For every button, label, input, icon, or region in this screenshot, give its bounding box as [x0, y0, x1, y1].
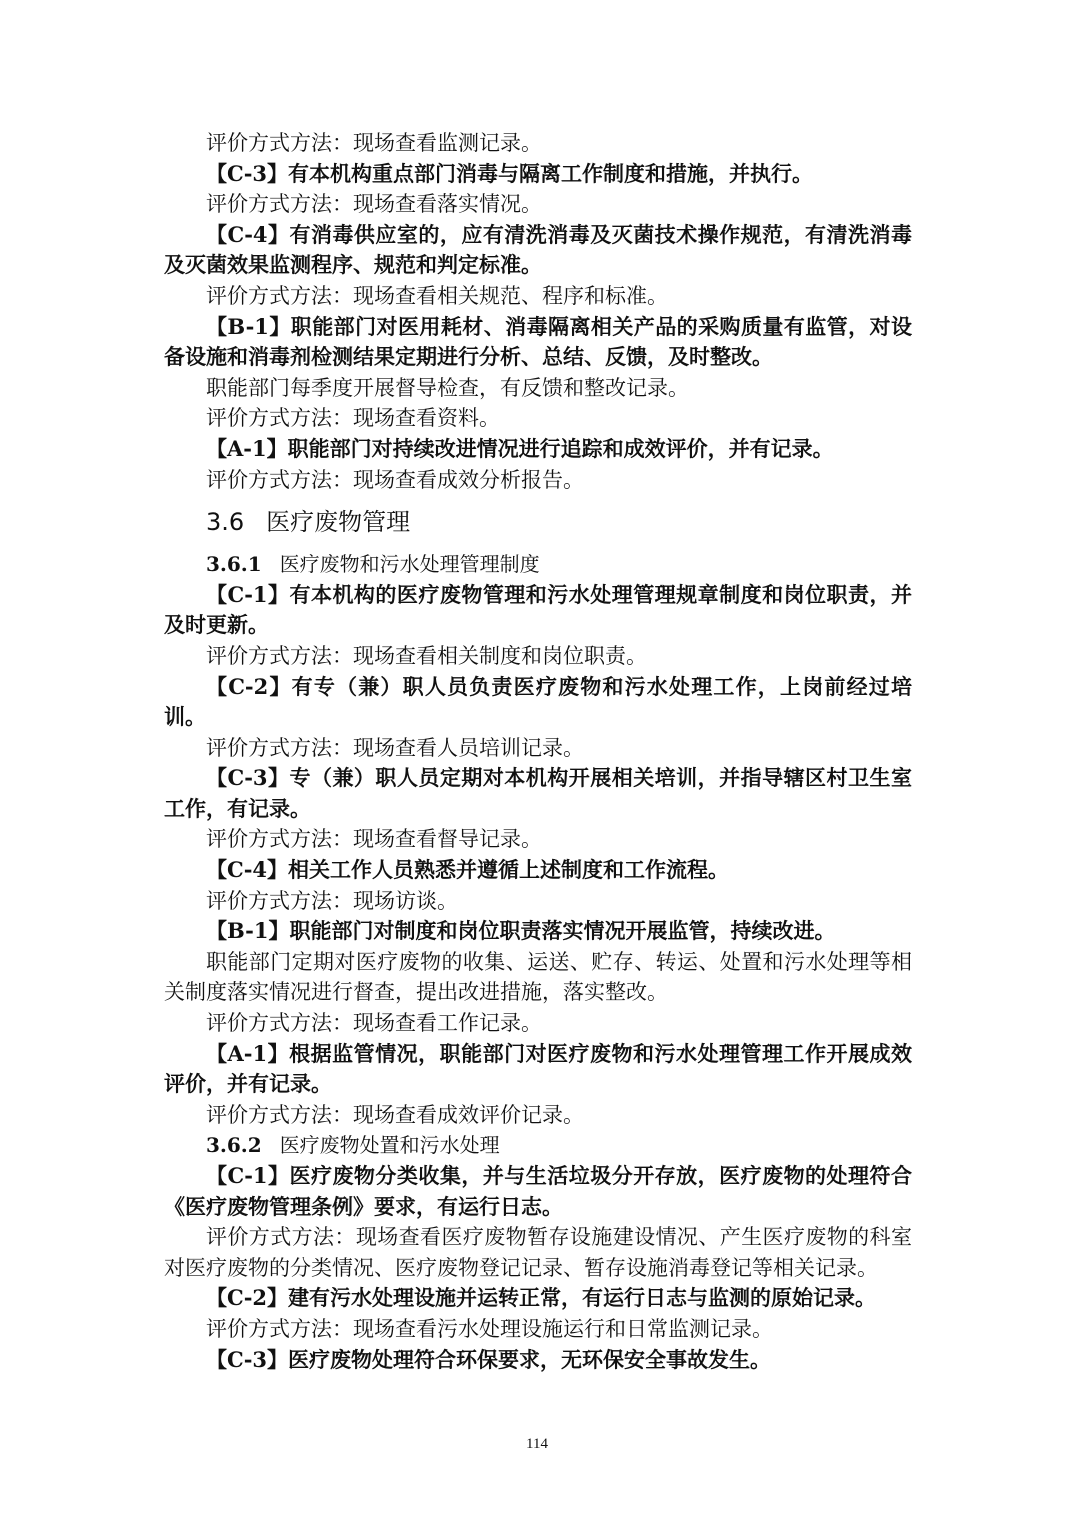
subsection-number: 3.6.1 — [206, 552, 262, 577]
eval-method: 评价方式方法：现场查看成效评价记录。 — [206, 1102, 584, 1127]
criterion-b1: 【B-1】职能部门对医用耗材、消毒隔离相关产品的采购质量有监管，对设备设施和消毒剂检测结果定期进行分析、总结、反馈，及时整改。 — [164, 313, 912, 370]
eval-method: 评价方式方法：现场查看人员培训记录。 — [206, 735, 584, 760]
eval-method: 评价方式方法：现场查看工作记录。 — [206, 1011, 542, 1036]
section-title: 医疗废物管理 — [266, 508, 411, 537]
eval-method: 评价方式方法：现场查看监测记录。 — [206, 131, 542, 155]
description: 职能部门每季度开展督导检查，有反馈和整改记录。 — [206, 375, 689, 400]
criterion-c4: 【C-4】相关工作人员熟悉并遵循上述制度和工作流程。 — [206, 857, 730, 883]
subsection-title: 医疗废物和污水处理管理制度 — [279, 552, 540, 577]
criterion-c2: 【C-2】有专（兼）职人员负责医疗废物和污水处理工作，上岗前经过培训。 — [164, 673, 912, 730]
eval-method: 评价方式方法：现场访谈。 — [206, 888, 458, 913]
document-body — [164, 128, 912, 1375]
criterion-c2: 【C-2】建有污水处理设施并运转正常，有运行日志与监测的原始记录。 — [206, 1285, 877, 1311]
description: 职能部门定期对医疗废物的收集、运送、贮存、转运、处置和污水处理等相关制度落实情况进行督查，提出改进措施，落实整改。 — [164, 949, 912, 1005]
subsection-heading — [164, 1130, 912, 1161]
eval-method: 评价方式方法：现场查看督导记录。 — [206, 827, 542, 852]
eval-method: 评价方式方法：现场查看资料。 — [206, 406, 500, 431]
eval-method: 评价方式方法：现场查看医疗废物暂存设施建设情况、产生医疗废物的科室对医疗废物的分类情况、医疗废物登记记录、暂存设施消毒登记等相关记录。 — [164, 1225, 912, 1280]
subsection-title: 医疗废物处置和污水处理 — [279, 1133, 500, 1158]
eval-method: 评价方式方法：现场查看相关规范、程序和标准。 — [206, 283, 668, 308]
section-number: 3.6 — [206, 508, 245, 537]
criterion-c3: 【C-3】有本机构重点部门消毒与隔离工作制度和措施，并执行。 — [206, 160, 814, 186]
criterion-c1: 【C-1】医疗废物分类收集，并与生活垃圾分开存放，医疗废物的处理符合《医疗废物管理条例》要求，有运行日志。 — [164, 1163, 912, 1219]
subsection-heading — [164, 549, 912, 580]
subsection-number: 3.6.2 — [206, 1133, 262, 1158]
page-number: 114 — [526, 1436, 548, 1452]
section-heading — [206, 507, 912, 537]
criterion-c1: 【C-1】有本机构的医疗废物管理和污水处理管理规章制度和岗位职责，并及时更新。 — [164, 581, 912, 638]
criterion-c3: 【C-3】医疗废物处理符合环保要求，无环保安全事故发生。 — [206, 1346, 772, 1372]
criterion-c3: 【C-3】专（兼）职人员定期对本机构开展相关培训，并指导辖区村卫生室工作，有记录。 — [164, 765, 912, 821]
eval-method: 评价方式方法：现场查看污水处理设施运行和日常监测记录。 — [206, 1316, 773, 1341]
eval-method: 评价方式方法：现场查看落实情况。 — [206, 192, 542, 217]
criterion-c4: 【C-4】有消毒供应室的，应有清洗消毒及灭菌技术操作规范，有清洗消毒及灭菌效果监测程序、规范和判定标准。 — [164, 221, 912, 278]
criterion-b1: 【B-1】职能部门对制度和岗位职责落实情况开展监管，持续改进。 — [206, 918, 836, 944]
eval-method: 评价方式方法：现场查看成效分析报告。 — [206, 467, 584, 492]
criterion-a1: 【A-1】职能部门对持续改进情况进行追踪和成效评价，并有记录。 — [206, 435, 834, 461]
criterion-a1: 【A-1】根据监管情况，职能部门对医疗废物和污水处理管理工作开展成效评价，并有记录。 — [164, 1040, 912, 1097]
eval-method: 评价方式方法：现场查看相关制度和岗位职责。 — [206, 643, 647, 668]
